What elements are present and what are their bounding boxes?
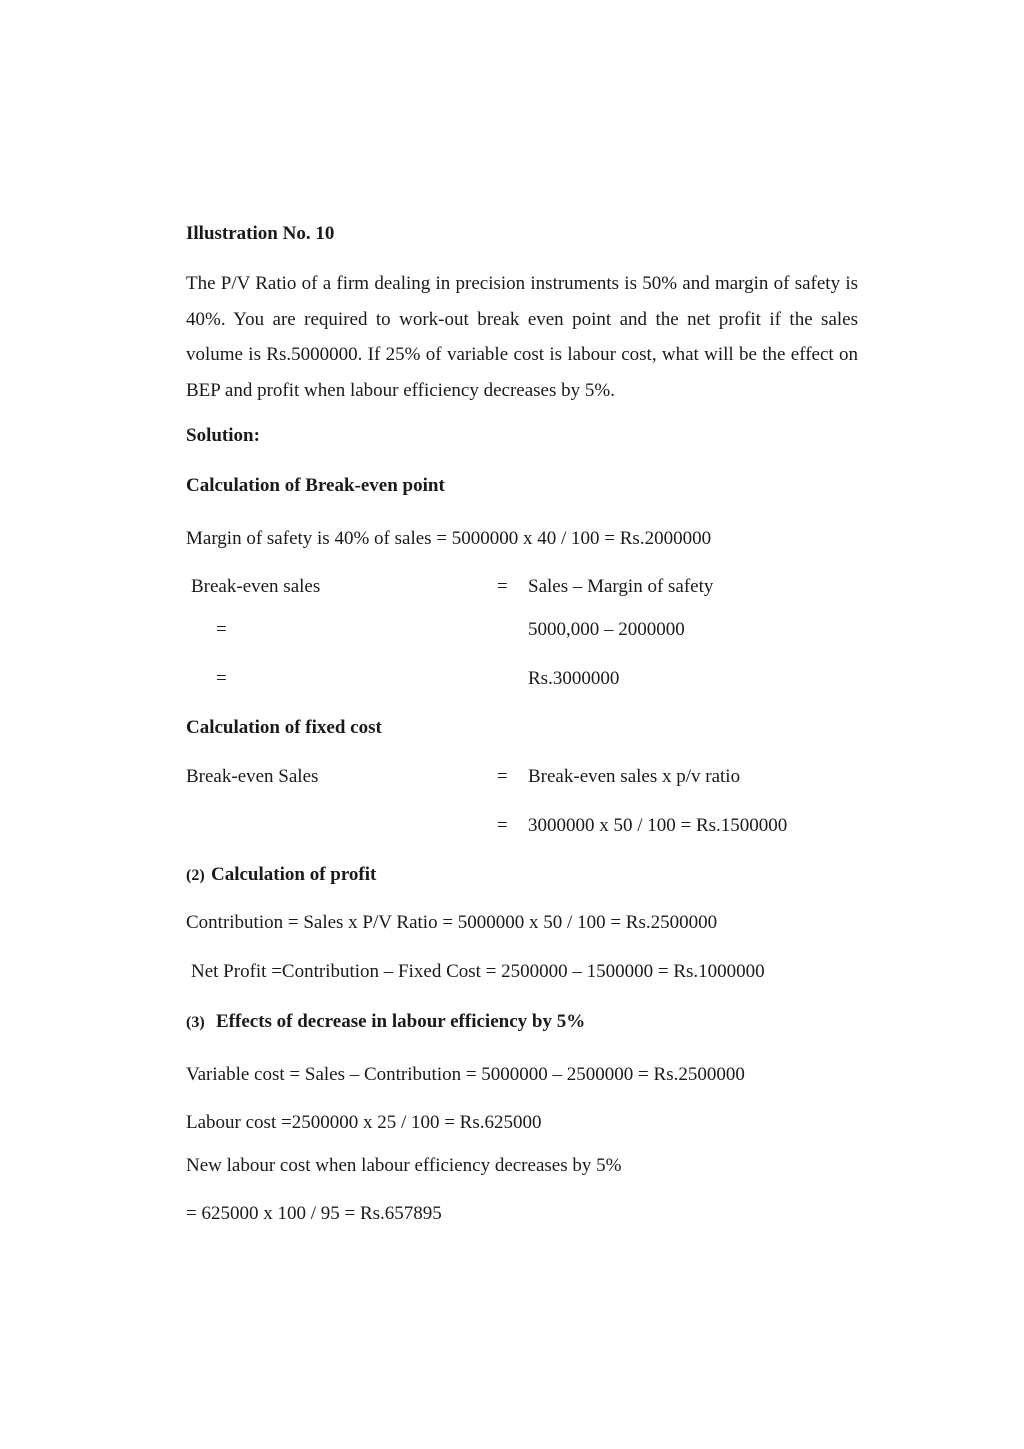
fixed-cost-label: Break-even Sales (186, 766, 319, 787)
bep-step2-equals: = (216, 668, 227, 689)
problem-statement: The P/V Ratio of a firm dealing in precision instruments is 50% and margin of safety is 40%. You are required to work-out break even point and the net profit if the sales volume is Rs.5000000. If 25% of variable cost is labour cost, what will be the effect on BEP and profit when labour efficiency decreases by 5%. (186, 273, 858, 401)
bep-heading: Calculation of Break-even point (186, 475, 445, 496)
fixed-cost-equals: = (497, 766, 508, 787)
contribution-line: Contribution = Sales x P/V Ratio = 5000000 x 50 / 100 = Rs.2500000 (186, 912, 718, 933)
profit-heading: Calculation of profit (211, 864, 377, 885)
fixed-cost-step-value: 3000000 x 50 / 100 = Rs.1500000 (528, 815, 788, 836)
fixed-cost-step-equals: = (497, 815, 508, 836)
new-labour-cost-line: New labour cost when labour efficiency decreases by 5% (186, 1155, 622, 1176)
net-profit-line: Net Profit =Contribution – Fixed Cost = 2500000 – 1500000 = Rs.1000000 (191, 961, 765, 982)
bep-step1-value: 5000,000 – 2000000 (528, 619, 685, 640)
profit-section-number: (2) (186, 867, 205, 884)
bep-step1-equals: = (216, 619, 227, 640)
variable-cost-line: Variable cost = Sales – Contribution = 5000000 – 2500000 = Rs.2500000 (186, 1064, 745, 1085)
margin-of-safety-line: Margin of safety is 40% of sales = 5000000 x 40 / 100 = Rs.2000000 (186, 528, 712, 549)
bep-step2-value: Rs.3000000 (528, 668, 620, 689)
bep-equals: = (497, 576, 508, 597)
fixed-cost-formula: Break-even sales x p/v ratio (528, 766, 741, 787)
solution-heading: Solution: (186, 425, 260, 446)
bep-label: Break-even sales (191, 576, 321, 597)
labour-cost-line: Labour cost =2500000 x 25 / 100 = Rs.625000 (186, 1112, 542, 1133)
fixed-cost-heading: Calculation of fixed cost (186, 717, 382, 738)
illustration-heading: Illustration No. 10 (186, 223, 335, 244)
bep-formula: Sales – Margin of safety (528, 576, 714, 597)
effects-section-number: (3) (186, 1014, 205, 1031)
new-labour-cost-value: = 625000 x 100 / 95 = Rs.657895 (186, 1203, 442, 1224)
effects-heading: Effects of decrease in labour efficiency by 5% (216, 1011, 586, 1032)
